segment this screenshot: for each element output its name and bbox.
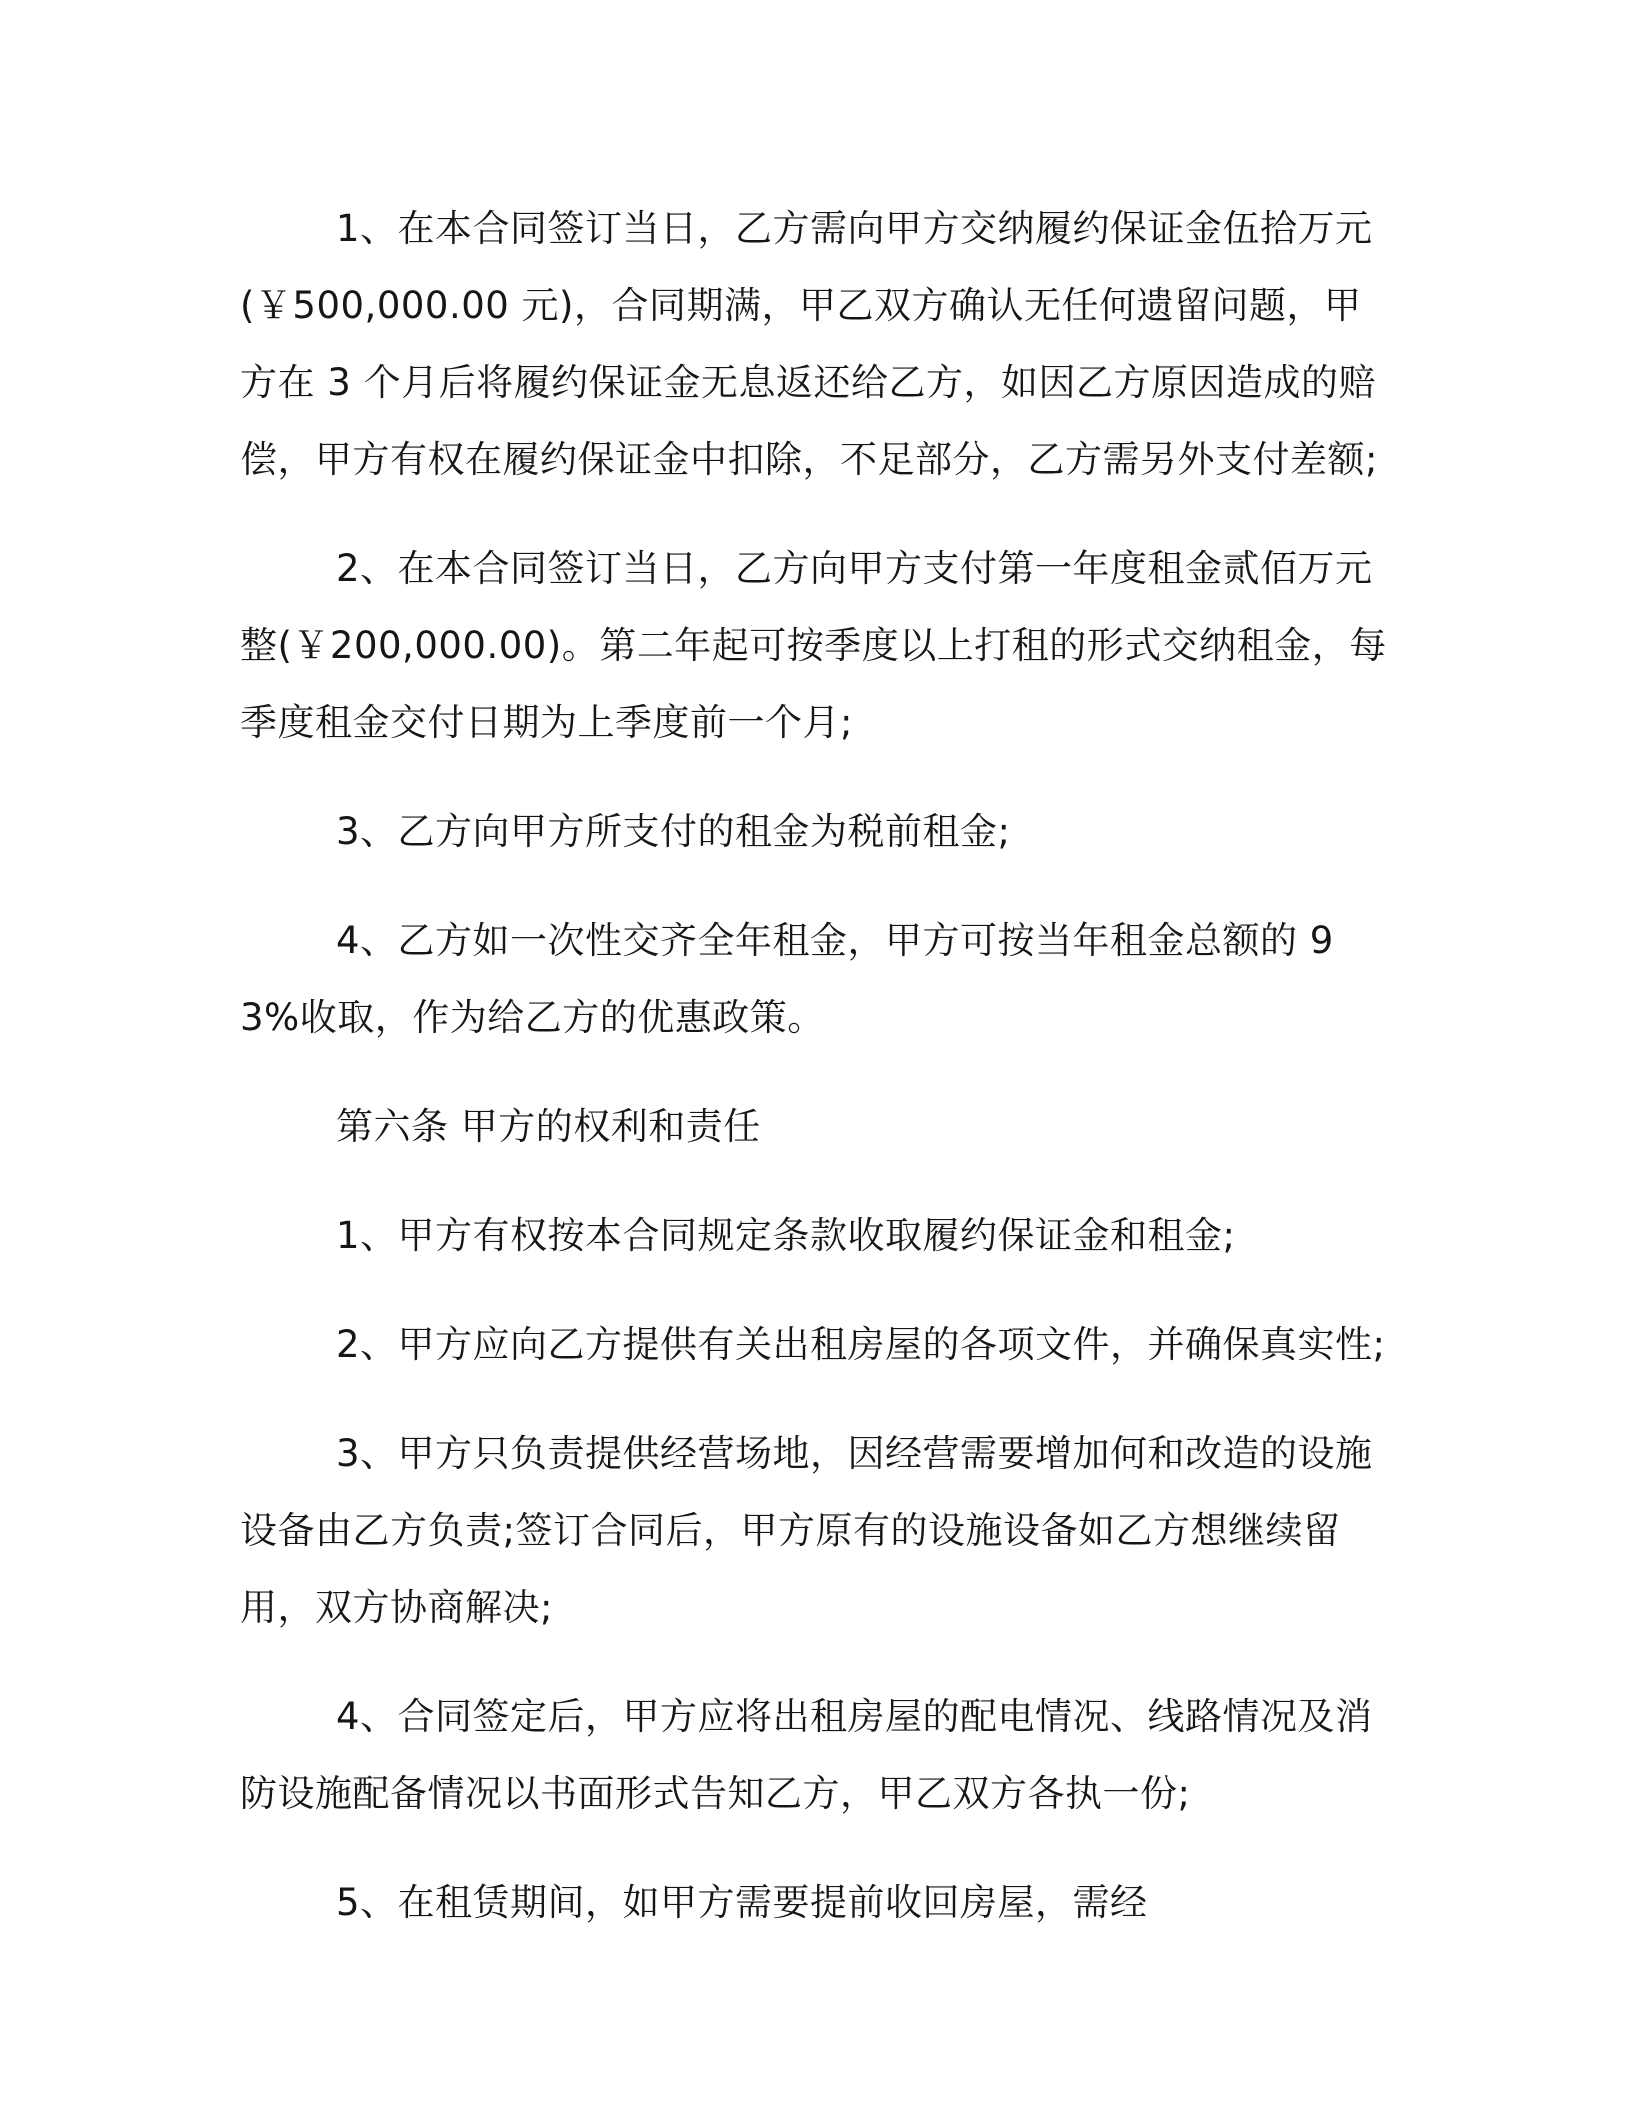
rights-clause-4: 4、合同签定后，甲方应将出租房屋的配电情况、线路情况及消防设施配备情况以书面形式告知乙方，甲乙双方各执一份;	[240, 1695, 1373, 1815]
document-page	[240, 190, 1390, 1941]
rent-clause-2: 2、在本合同签订当日，乙方向甲方支付第一年度租金贰佰万元整(￥200,000.00)。第二年起可按季度以上打租的形式交纳租金，每季度租金交付日期为上季度前一个月;	[240, 547, 1387, 744]
rent-tax-clause-3: 3、乙方向甲方所支付的租金为税前租金;	[336, 810, 1011, 853]
deposit-clause-1: 1、在本合同签订当日，乙方需向甲方交纳履约保证金伍拾万元(￥500,000.00 元)，合同期满，甲乙双方确认无任何遗留问题，甲方在 3 个月后将履约保证金无息返还给乙方，如因乙方原因造成的赔偿，甲方有权在履约保证金中扣除，不足部分，乙方需另外支付差额;	[240, 207, 1378, 481]
rights-clause-1: 1、甲方有权按本合同规定条款收取履约保证金和租金;	[336, 1214, 1236, 1257]
discount-clause-4: 4、乙方如一次性交齐全年租金，甲方可按当年租金总额的 93%收取，作为给乙方的优惠政策。	[240, 919, 1334, 1039]
rights-clause-3: 3、甲方只负责提供经营场地，因经营需要增加何和改造的设施设备由乙方负责;签订合同后，甲方原有的设施设备如乙方想继续留用，双方协商解决;	[240, 1432, 1373, 1629]
rights-clause-2: 2、甲方应向乙方提供有关出租房屋的各项文件，并确保真实性;	[336, 1323, 1386, 1366]
section-heading: 第六条 甲方的权利和责任	[336, 1105, 761, 1148]
rights-clause-5: 5、在租赁期间，如甲方需要提前收回房屋，需经	[336, 1881, 1148, 1924]
